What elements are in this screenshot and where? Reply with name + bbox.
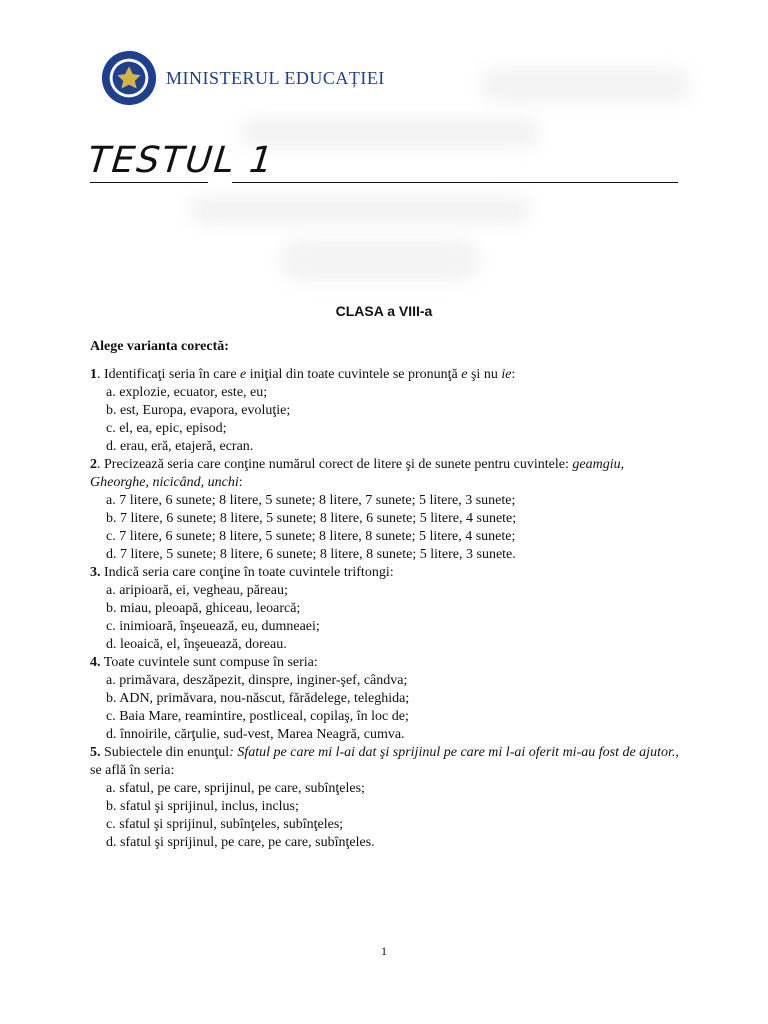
ministry-name: MINISTERUL EDUCAȚIEI [166, 67, 385, 88]
question-emphasis: : Sfatul pe care mi l-ai dat şi sprijinul pe care mi l-ai oferit mi-au fost de ajutor., [229, 745, 679, 760]
question-text: Toate cuvintele sunt compuse în seria: [100, 655, 318, 670]
answer-option: a. 7 litere, 6 sunete; 8 litere, 5 sunete; 8 litere, 7 sunete; 5 litere, 3 sunete; [106, 493, 516, 508]
answer-option: a. primăvara, deszăpezit, dinspre, inginer-şef, cândva; [106, 673, 408, 688]
question-3 [90, 564, 680, 654]
test-content [90, 338, 680, 852]
redacted-area [280, 240, 480, 280]
answer-option: d. înnoirile, cărţulie, sud-vest, Marea Neagră, cumva. [106, 727, 405, 742]
answer-option: c. sfatul şi sprijinul, subînţeles, subînţeles; [106, 817, 344, 832]
question-text: Indică seria care conţine în toate cuvintele triftongi: [100, 565, 394, 580]
name-line [232, 182, 678, 183]
answer-option: a. explozie, ecuator, este, eu; [106, 385, 268, 400]
answer-option: b. est, Europa, evapora, evoluţie; [106, 403, 291, 418]
answer-option: c. 7 litere, 6 sunete; 8 litere, 5 sunete; 8 litere, 8 sunete; 5 litere, 4 sunete; [106, 529, 516, 544]
government-seal-icon [100, 49, 158, 107]
question-text: iniţial din toate cuvintele se pronunţă [246, 367, 462, 382]
answer-option: c. Baia Mare, reamintire, postliceal, copilaş, în loc de; [106, 709, 409, 724]
redacted-area [480, 68, 690, 102]
question-1 [90, 366, 680, 456]
question-emphasis: ie [501, 367, 512, 382]
answer-option: c. el, ea, epic, episod; [106, 421, 227, 436]
answer-option: b. ADN, primăvara, nou-născut, fărădelege, teleghida; [106, 691, 410, 706]
page-number: 1 [381, 944, 387, 958]
question-4 [90, 654, 680, 744]
answer-option: d. 7 litere, 5 sunete; 8 litere, 6 sunete; 8 litere, 8 sunete; 5 litere, 3 sunete. [106, 547, 516, 562]
answer-option: a. aripioară, ei, vegheau, păreau; [106, 583, 288, 598]
title-underline [90, 182, 208, 183]
instruction: Alege varianta corectă: [90, 339, 229, 354]
question-number: 3. [90, 565, 101, 580]
answer-option: c. inimioară, înşeuează, eu, dumneaei; [106, 619, 320, 634]
answer-option: d. leoaică, el, înşeuează, doreau. [106, 637, 287, 652]
question-text: se află în seria: [90, 763, 175, 778]
question-number: 1 [90, 367, 97, 382]
question-2 [90, 456, 680, 564]
question-5 [90, 744, 680, 852]
question-emphasis: e [240, 367, 247, 382]
answer-option: d. sfatul şi sprijinul, pe care, pe care, subînţeles. [106, 835, 375, 850]
handwritten-test-title: TESTUL 1 [85, 140, 277, 181]
question-emphasis: geamgiu, Gheorghe, nicicând, unchi [90, 457, 625, 490]
answer-option: a. sfatul, pe care, sprijinul, pe care, subînţeles; [106, 781, 365, 796]
question-number: 4. [90, 655, 101, 670]
class-label: CLASA a VIII-a [335, 303, 433, 319]
redacted-area [240, 118, 540, 148]
answer-option: d. erau, eră, etajeră, ecran. [106, 439, 254, 454]
question-text: : [238, 475, 243, 490]
question-text: şi nu [467, 367, 502, 382]
question-text: : [511, 367, 516, 382]
question-text: . Identificaţi seria în care [97, 367, 241, 382]
question-text: . Precizează seria care conţine numărul corect de litere şi de sunete pentru cuvintele: [97, 457, 573, 472]
question-number: 2 [90, 457, 97, 472]
question-number: 5. [90, 745, 101, 760]
question-text: Subiectele din enunţul [100, 745, 230, 760]
answer-option: b. sfatul şi sprijinul, inclus, inclus; [106, 799, 299, 814]
answer-option: b. miau, pleoapă, ghiceau, leoarcă; [106, 601, 301, 616]
redacted-area [190, 195, 530, 225]
answer-option: b. 7 litere, 6 sunete; 8 litere, 5 sunete; 8 litere, 6 sunete; 5 litere, 4 sunete; [106, 511, 517, 526]
question-emphasis: e [461, 367, 468, 382]
ministry-header [100, 48, 385, 108]
